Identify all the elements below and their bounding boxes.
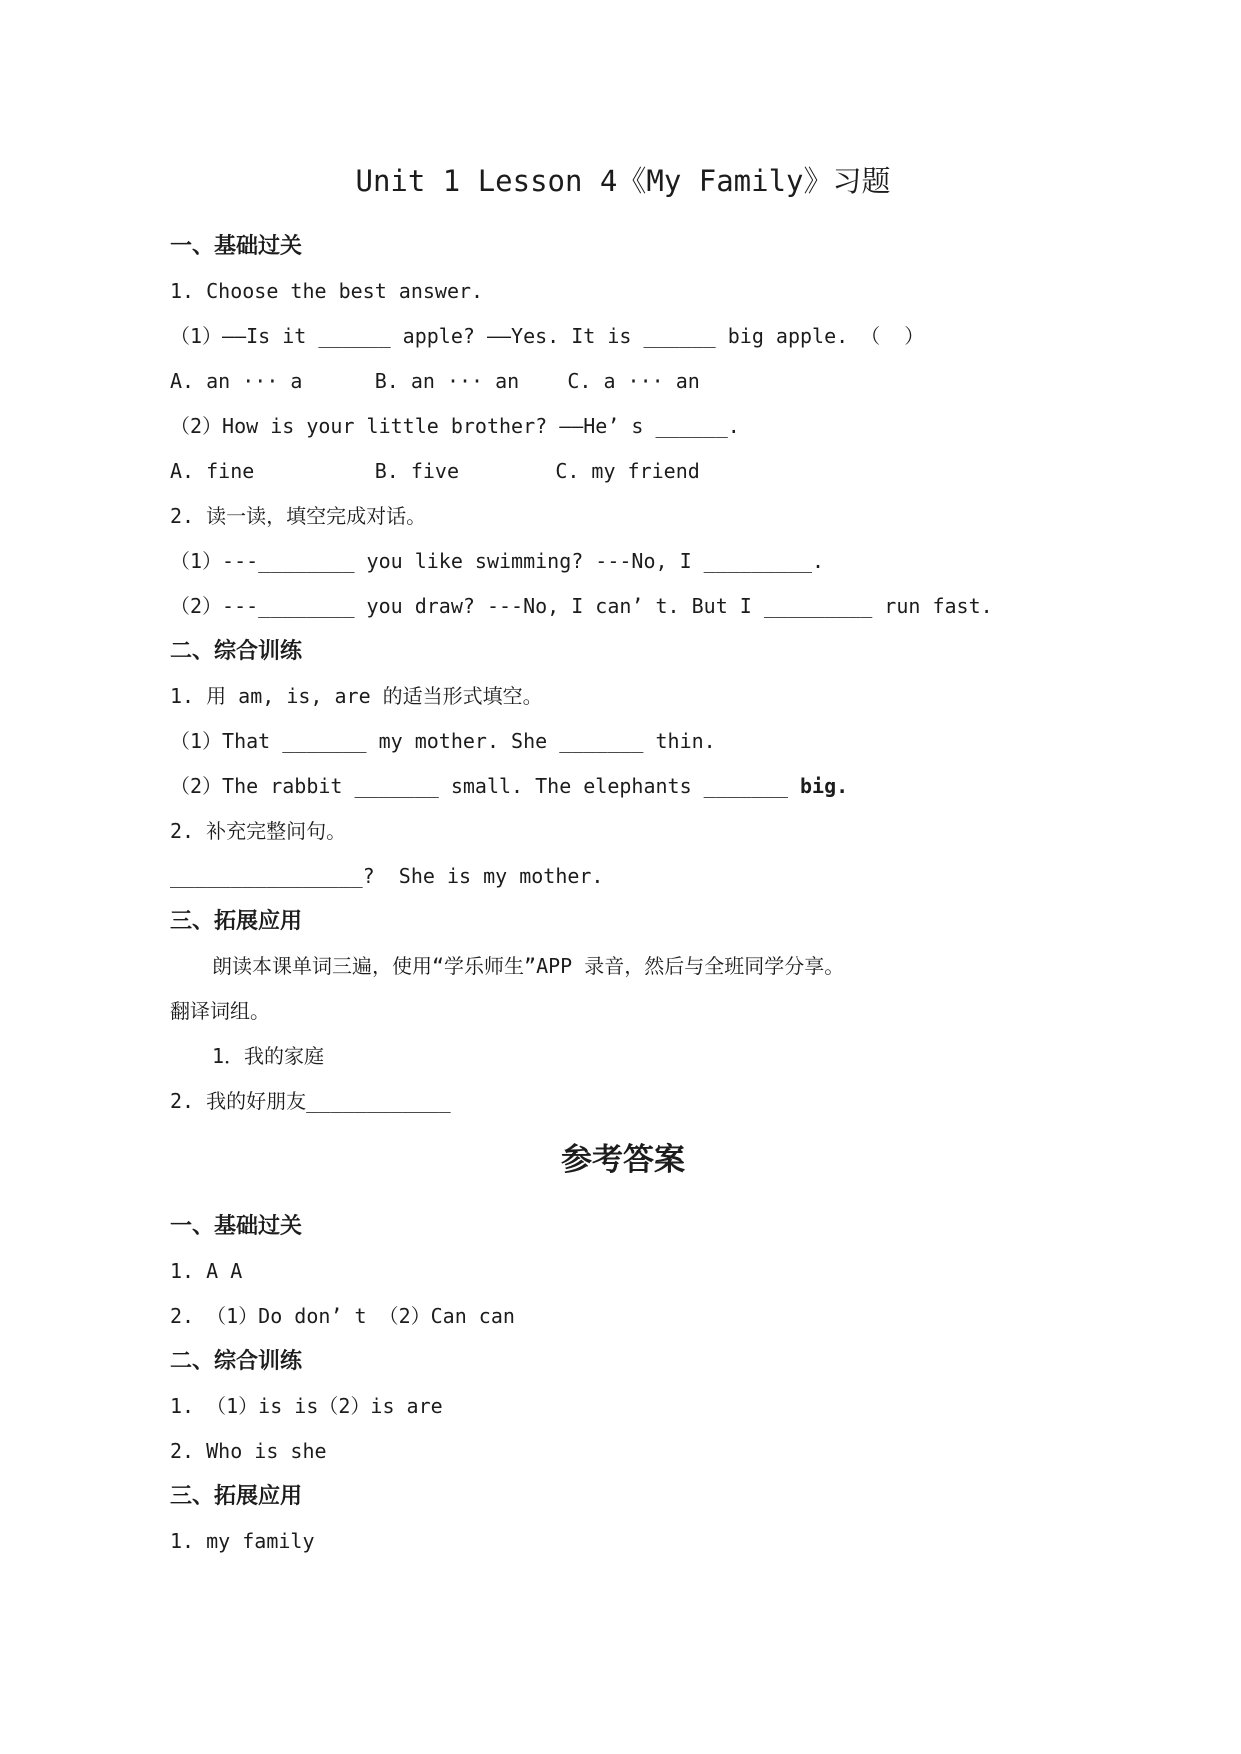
exercise-instruction: 2. 读一读，填空完成对话。 <box>170 504 427 528</box>
answers-title: 参考答案 <box>561 1142 685 1178</box>
exercise-question: （1）That _______ my mother. She _______ thin. <box>170 729 716 753</box>
answers-section-heading-extension: 三、拓展应用 <box>170 1484 303 1509</box>
document-title: Unit 1 Lesson 4《My Family》习题 <box>355 164 891 198</box>
answer-line: 1. A A <box>170 1259 243 1283</box>
exercise-question: （1）——Is it ______ apple? ——Yes. It is ______ big apple. （ ） <box>170 324 925 348</box>
exercise-instruction: 2. 补充完整问句。 <box>170 819 347 843</box>
exercise-instruction: 1. 用 am, is, are 的适当形式填空。 <box>170 684 543 708</box>
exercise-question: （2）---________ you draw? ---No, I can’ t. But I _________ run fast. <box>170 594 993 618</box>
section-heading-basics: 一、基础过关 <box>170 234 303 259</box>
section-heading-extension: 三、拓展应用 <box>170 909 303 934</box>
exercise-question: ________________? She is my mother. <box>170 864 604 888</box>
answer-line: 1. （1）is is（2）is are <box>170 1394 443 1418</box>
answer-options: A. fine B. five C. my friend <box>170 459 700 483</box>
answer-line: 2. Who is she <box>170 1439 327 1463</box>
exercise-item: 2. 我的好朋友____________ <box>170 1089 451 1113</box>
exercise-item: 1．我的家庭 <box>212 1044 325 1068</box>
exercise-text-bold: big. <box>800 774 849 798</box>
exercise-question: （2）How is your little brother? ——He’ s ______. <box>170 414 740 438</box>
answers-section-heading-basics: 一、基础过关 <box>170 1214 303 1239</box>
exercise-instruction: 朗读本课单词三遍，使用“学乐师生”APP 录音，然后与全班同学分享。 <box>212 954 845 978</box>
section-heading-comprehensive: 二、综合训练 <box>170 639 303 664</box>
exercise-question: （1）---________ you like swimming? ---No, I _________. <box>170 549 825 573</box>
exercise-text: （2）The rabbit _______ small. The elephants _______ <box>170 774 801 798</box>
answer-line: 1. my family <box>170 1529 315 1553</box>
answer-line: 2. （1）Do don’ t （2）Can can <box>170 1304 515 1328</box>
exercise-instruction: 1. Choose the best answer. <box>170 279 484 303</box>
answer-options: A. an ··· a B. an ··· an C. a ··· an <box>170 369 700 393</box>
exercise-question <box>170 764 1076 809</box>
exercise-instruction: 翻译词组。 <box>170 999 270 1023</box>
answers-section-heading-comprehensive: 二、综合训练 <box>170 1349 303 1374</box>
